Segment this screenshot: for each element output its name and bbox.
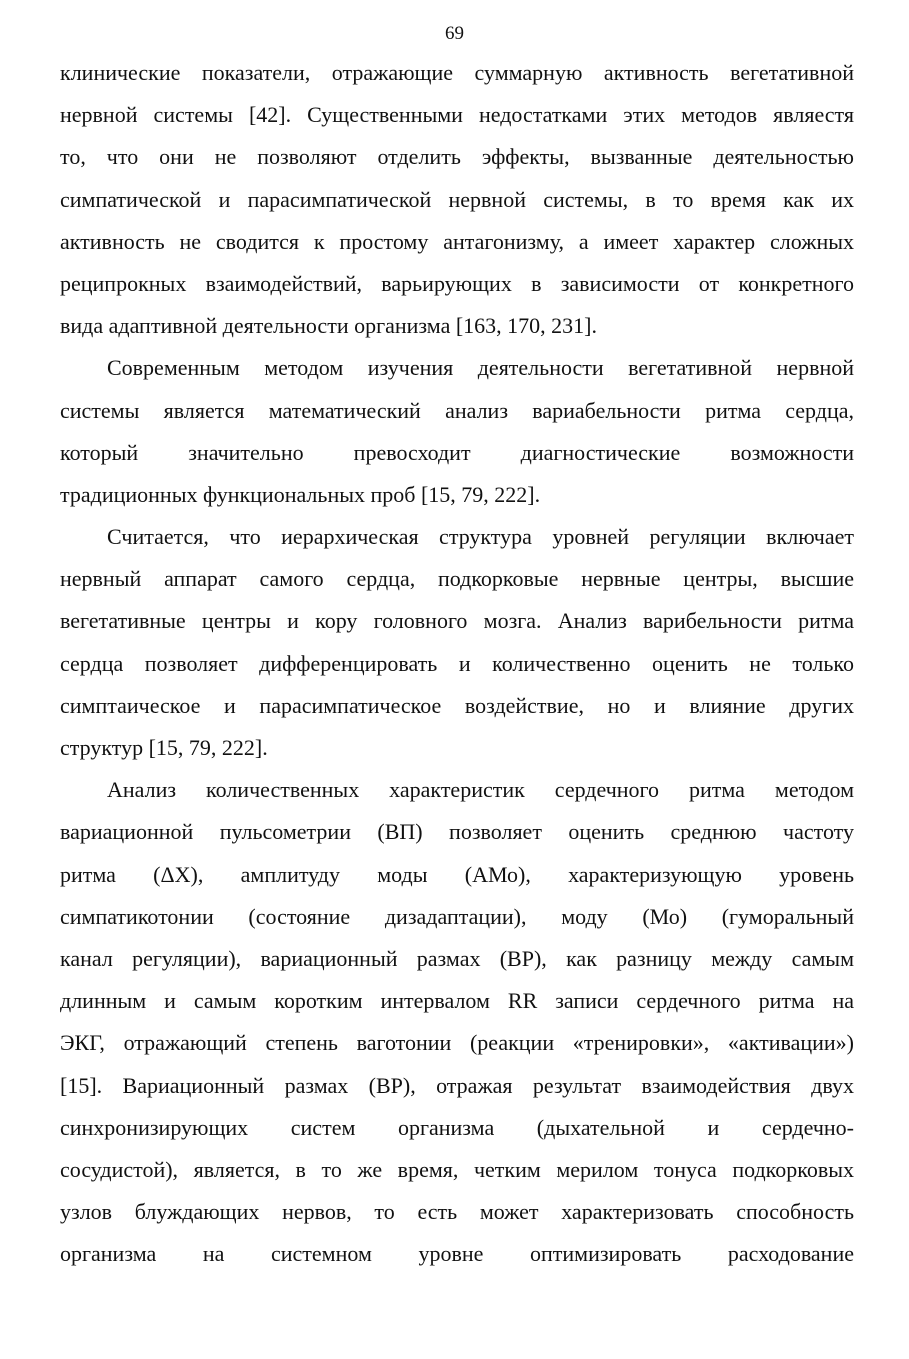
text-line: клинические показатели, отражающие суммарную активность вегетативной [60,60,854,85]
paragraph-1 [60,52,854,347]
text-line: Считается, что иерархическая структура уровней регуляции включает [107,524,854,550]
text-line: организма на системном уровне оптимизировать расходование [60,1241,854,1267]
text-line: вариационной пульсометрии (ВП) позволяет оценить среднюю частоту [60,819,854,845]
text-line: канал регуляции), вариационный размах (ВР), как разницу между самым [60,945,854,971]
text-line: сердца позволяет дифференцировать и количественно оценить не только [60,650,854,676]
text-line: симпатикотонии (состояние дизадаптации), моду (Мо) (гуморальный [60,903,854,929]
text-line: реципрокных взаимодействий, варьирующих в зависимости от конкретного [60,270,854,296]
text-line: нервный аппарат самого сердца, подкорковые нервные центры, высшие [60,566,854,592]
page-number: 69 [445,23,464,44]
text-line: нервной системы [42]. Существенными недостатками этих методов являестя [60,102,854,128]
text-line: сосудистой), является, в то же время, четким мерилом тонуса подкорковых [60,1156,854,1182]
text-line: структур [15, 79, 222]. [60,735,268,760]
text-line: ЭКГ, отражающий степень ваготонии (реакции «тренировки», «активации») [60,1030,854,1056]
paragraph-2 [60,347,854,516]
text-line: Современным методом изучения деятельности вегетативной нервной [107,355,854,381]
text-line: вида адаптивной деятельности организма [163, 170, 231]. [60,313,597,339]
text-line: [15]. Вариационный размах (ВР), отражая результат взаимодействия двух [60,1072,854,1098]
text-line: ритма (ΔX), амплитуду моды (АМо), характеризующую уровень [60,861,854,887]
text-line: традиционных функциональных проб [15, 79, 222]. [60,481,541,507]
text-line: синхронизирующих систем организма (дыхательной и сердечно- [60,1114,854,1140]
text-line: узлов блуждающих нервов, то есть может характеризовать способность [60,1199,854,1225]
paragraph-4 [60,769,854,1275]
document-body [60,52,854,1275]
text-line: который значительно превосходит диагностические возможности [60,439,854,465]
text-line: вегетативные центры и кору головного мозга. Анализ варибельности ритма [60,608,854,634]
text-line: Анализ количественных характеристик сердечного ритма методом [107,777,854,803]
text-line: системы является математический анализ вариабельности ритма сердца, [60,397,854,423]
text-line: длинным и самым коротким интервалом RR записи сердечного ритма на [60,988,854,1014]
text-line: симптаическое и парасимпатическое воздействие, но и влияние других [60,692,854,718]
text-line: активность не сводится к простому антагонизму, а имеет характер сложных [60,228,854,254]
text-line: то, что они не позволяют отделить эффекты, вызванные деятельностью [60,144,854,170]
paragraph-3 [60,516,854,769]
text-line: симпатической и парасимпатической нервной системы, в то время как их [60,186,854,212]
